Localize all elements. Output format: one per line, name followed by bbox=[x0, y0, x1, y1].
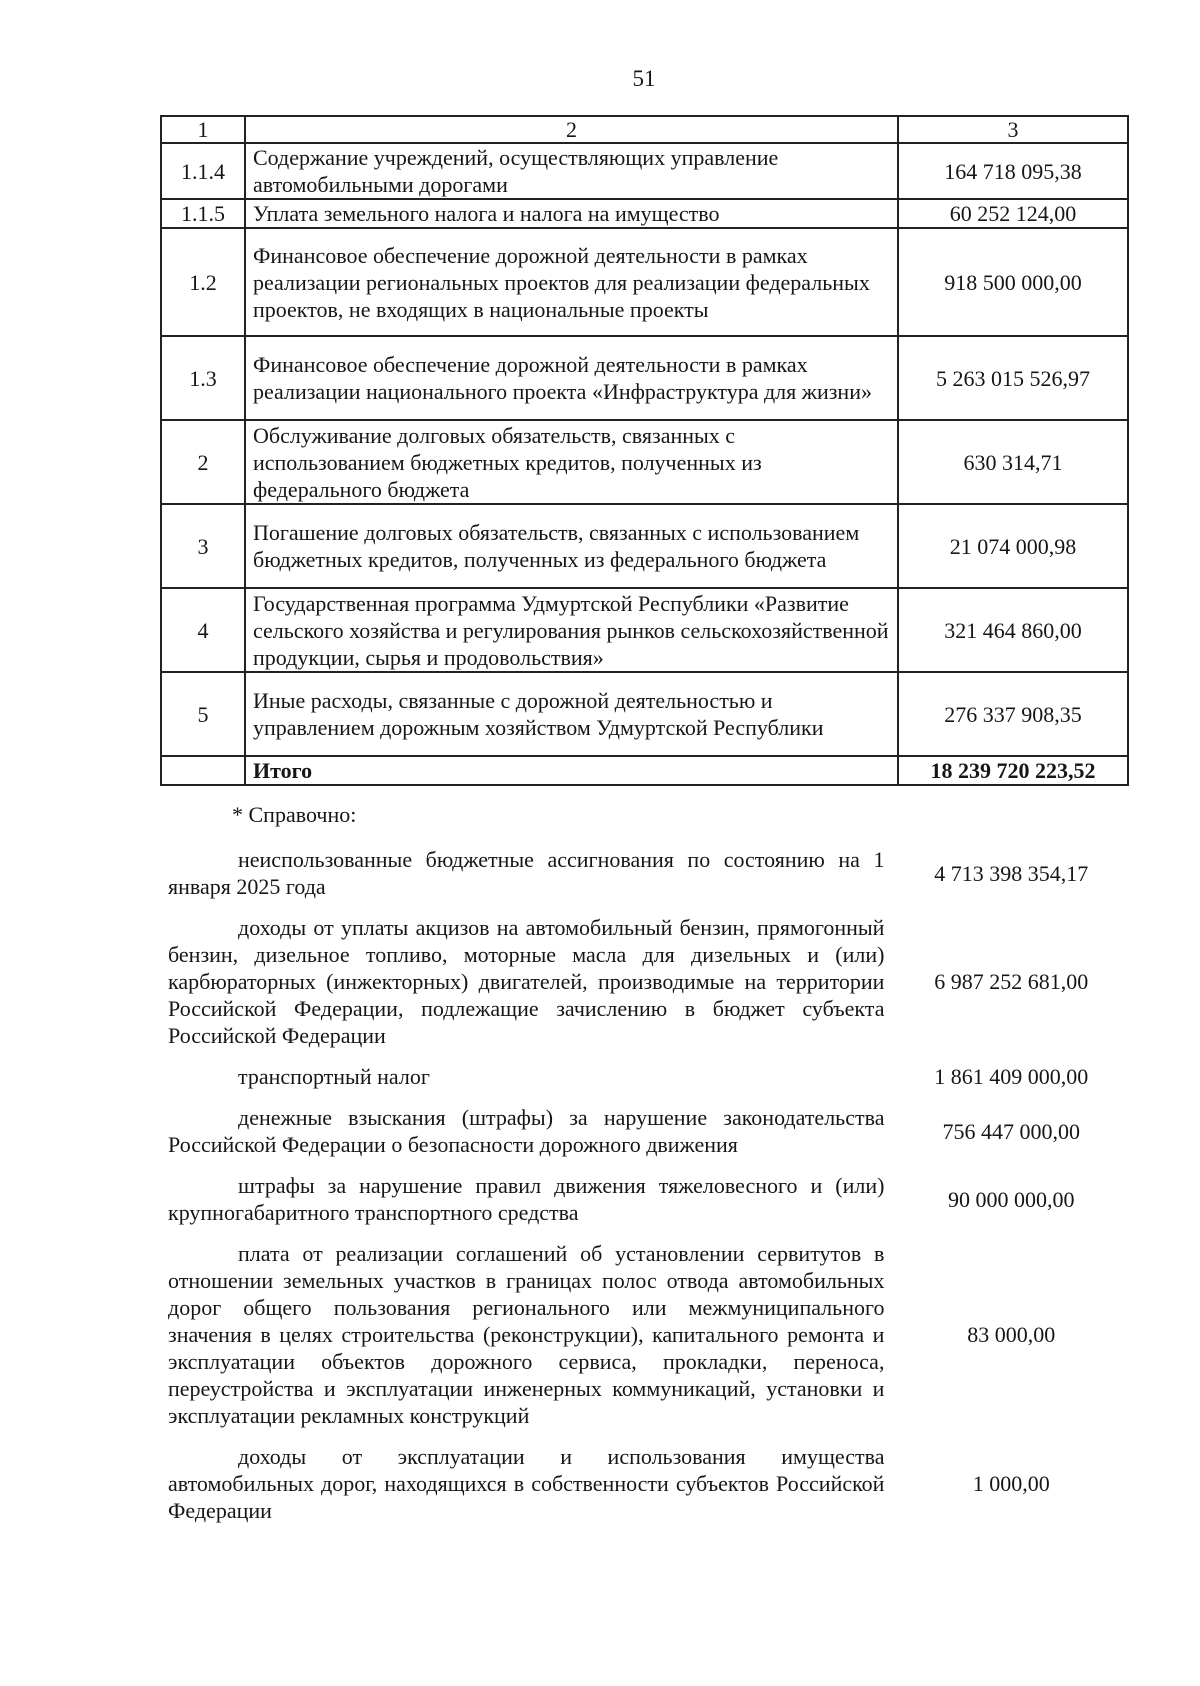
reference-item-text: неиспользованные бюджетные ассигнования по состоянию на 1 января 2025 года bbox=[168, 847, 885, 899]
reference-item-text: доходы от эксплуатации и использования имущества автомобильных дорог, находящихся в собственности субъектов Российской Федерации bbox=[168, 1444, 885, 1523]
table-row bbox=[161, 228, 1128, 336]
table-row bbox=[161, 588, 1128, 672]
reference-item bbox=[168, 914, 1128, 1049]
row-name: Погашение долговых обязательств, связанных с использованием бюджетных кредитов, полученных из федерального бюджета bbox=[245, 504, 898, 588]
table-row bbox=[161, 143, 1128, 199]
total-label: Итого bbox=[245, 756, 898, 785]
budget-table bbox=[160, 115, 1129, 786]
reference-item bbox=[168, 1443, 1128, 1524]
total-row bbox=[161, 756, 1128, 785]
table-row bbox=[161, 504, 1128, 588]
row-amount: 5 263 015 526,97 bbox=[898, 336, 1128, 420]
row-amount: 918 500 000,00 bbox=[898, 228, 1128, 336]
reference-item-amount: 1 000,00 bbox=[972, 1471, 1050, 1496]
header-cell: 1 bbox=[161, 116, 245, 143]
reference-item-amount: 6 987 252 681,00 bbox=[934, 969, 1089, 994]
reference-item-amount: 756 447 000,00 bbox=[942, 1118, 1080, 1144]
row-name: Государственная программа Удмуртской Республики «Развитие сельского хозяйства и регулирования рынков сельскохозяйственной продукции, сырья и продовольствия» bbox=[245, 588, 898, 672]
total-amount: 18 239 720 223,52 bbox=[898, 756, 1128, 785]
reference-item-text: плата от реализации соглашений об установлении сервитутов в отношении земельных участков в границах полос отвода автомобильных дорог общего пользования регионального или межмуниципального значения в целях строительства (реконструкции), капитального ремонта и эксплуатации объектов дорожного сервиса, прокладки, переноса, переустройства и эксплуатации инженерных коммуникаций, установки и эксплуатации рекламных конструкций bbox=[168, 1241, 885, 1428]
row-name: Уплата земельного налога и налога на имущество bbox=[245, 199, 898, 228]
row-number: 5 bbox=[161, 672, 245, 756]
row-amount: 164 718 095,38 bbox=[898, 143, 1128, 199]
row-number: 4 bbox=[161, 588, 245, 672]
row-amount: 276 337 908,35 bbox=[898, 672, 1128, 756]
row-amount: 321 464 860,00 bbox=[898, 588, 1128, 672]
row-number: 1.2 bbox=[161, 228, 245, 336]
table-header-row bbox=[161, 116, 1128, 143]
reference-item-amount: 1 861 409 000,00 bbox=[934, 1064, 1089, 1089]
total-number-cell bbox=[161, 756, 245, 785]
row-amount: 60 252 124,00 bbox=[898, 199, 1128, 228]
reference-item-text: транспортный налог bbox=[238, 1064, 430, 1089]
reference-item bbox=[168, 1240, 1128, 1429]
row-number: 1.1.4 bbox=[161, 143, 245, 199]
reference-item-text: штрафы за нарушение правил движения тяжеловесного и (или) крупногабаритного транспортного средства bbox=[168, 1173, 885, 1225]
reference-title: * Справочно: bbox=[232, 802, 357, 827]
reference-item bbox=[168, 1063, 1128, 1090]
reference-item bbox=[168, 1104, 1128, 1158]
reference-item-amount: 83 000,00 bbox=[967, 1322, 1056, 1347]
row-amount: 630 314,71 bbox=[898, 420, 1128, 504]
table-row bbox=[161, 420, 1128, 504]
row-name: Финансовое обеспечение дорожной деятельности в рамках реализации региональных проектов для реализации федеральных проектов, не входящих в национальные проекты bbox=[245, 228, 898, 336]
row-number: 1.1.5 bbox=[161, 199, 245, 228]
reference-item bbox=[168, 846, 1128, 900]
header-cell: 3 bbox=[898, 116, 1128, 143]
reference-item bbox=[168, 1172, 1128, 1226]
row-name: Финансовое обеспечение дорожной деятельности в рамках реализации национального проекта «Инфраструктура для жизни» bbox=[245, 336, 898, 420]
table-row bbox=[161, 336, 1128, 420]
row-number: 1.3 bbox=[161, 336, 245, 420]
reference-item-text: доходы от уплаты акцизов на автомобильный бензин, прямогонный бензин, дизельное топливо, моторные масла для дизельных и (или) карбюраторных (инжекторных) двигателей, производимые на территории Российской Федерации, подлежащие зачислению в бюджет субъекта Российской Федерации bbox=[168, 915, 885, 1048]
page-number: 51 bbox=[632, 66, 656, 91]
reference-list bbox=[168, 846, 1128, 1538]
table-row bbox=[161, 199, 1128, 228]
row-name: Обслуживание долговых обязательств, связанных с использованием бюджетных кредитов, полученных из федерального бюджета bbox=[245, 420, 898, 504]
row-name: Содержание учреждений, осуществляющих управление автомобильными дорогами bbox=[245, 143, 898, 199]
row-amount: 21 074 000,98 bbox=[898, 504, 1128, 588]
table-row bbox=[161, 672, 1128, 756]
reference-item-amount: 4 713 398 354,17 bbox=[934, 860, 1089, 886]
header-cell: 2 bbox=[245, 116, 898, 143]
row-number: 3 bbox=[161, 504, 245, 588]
reference-item-text: денежные взыскания (штрафы) за нарушение законодательства Российской Федерации о безопасности дорожного движения bbox=[168, 1105, 885, 1157]
row-name: Иные расходы, связанные с дорожной деятельностью и управлением дорожным хозяйством Удмуртской Республики bbox=[245, 672, 898, 756]
reference-item-amount: 90 000 000,00 bbox=[947, 1186, 1075, 1212]
row-number: 2 bbox=[161, 420, 245, 504]
